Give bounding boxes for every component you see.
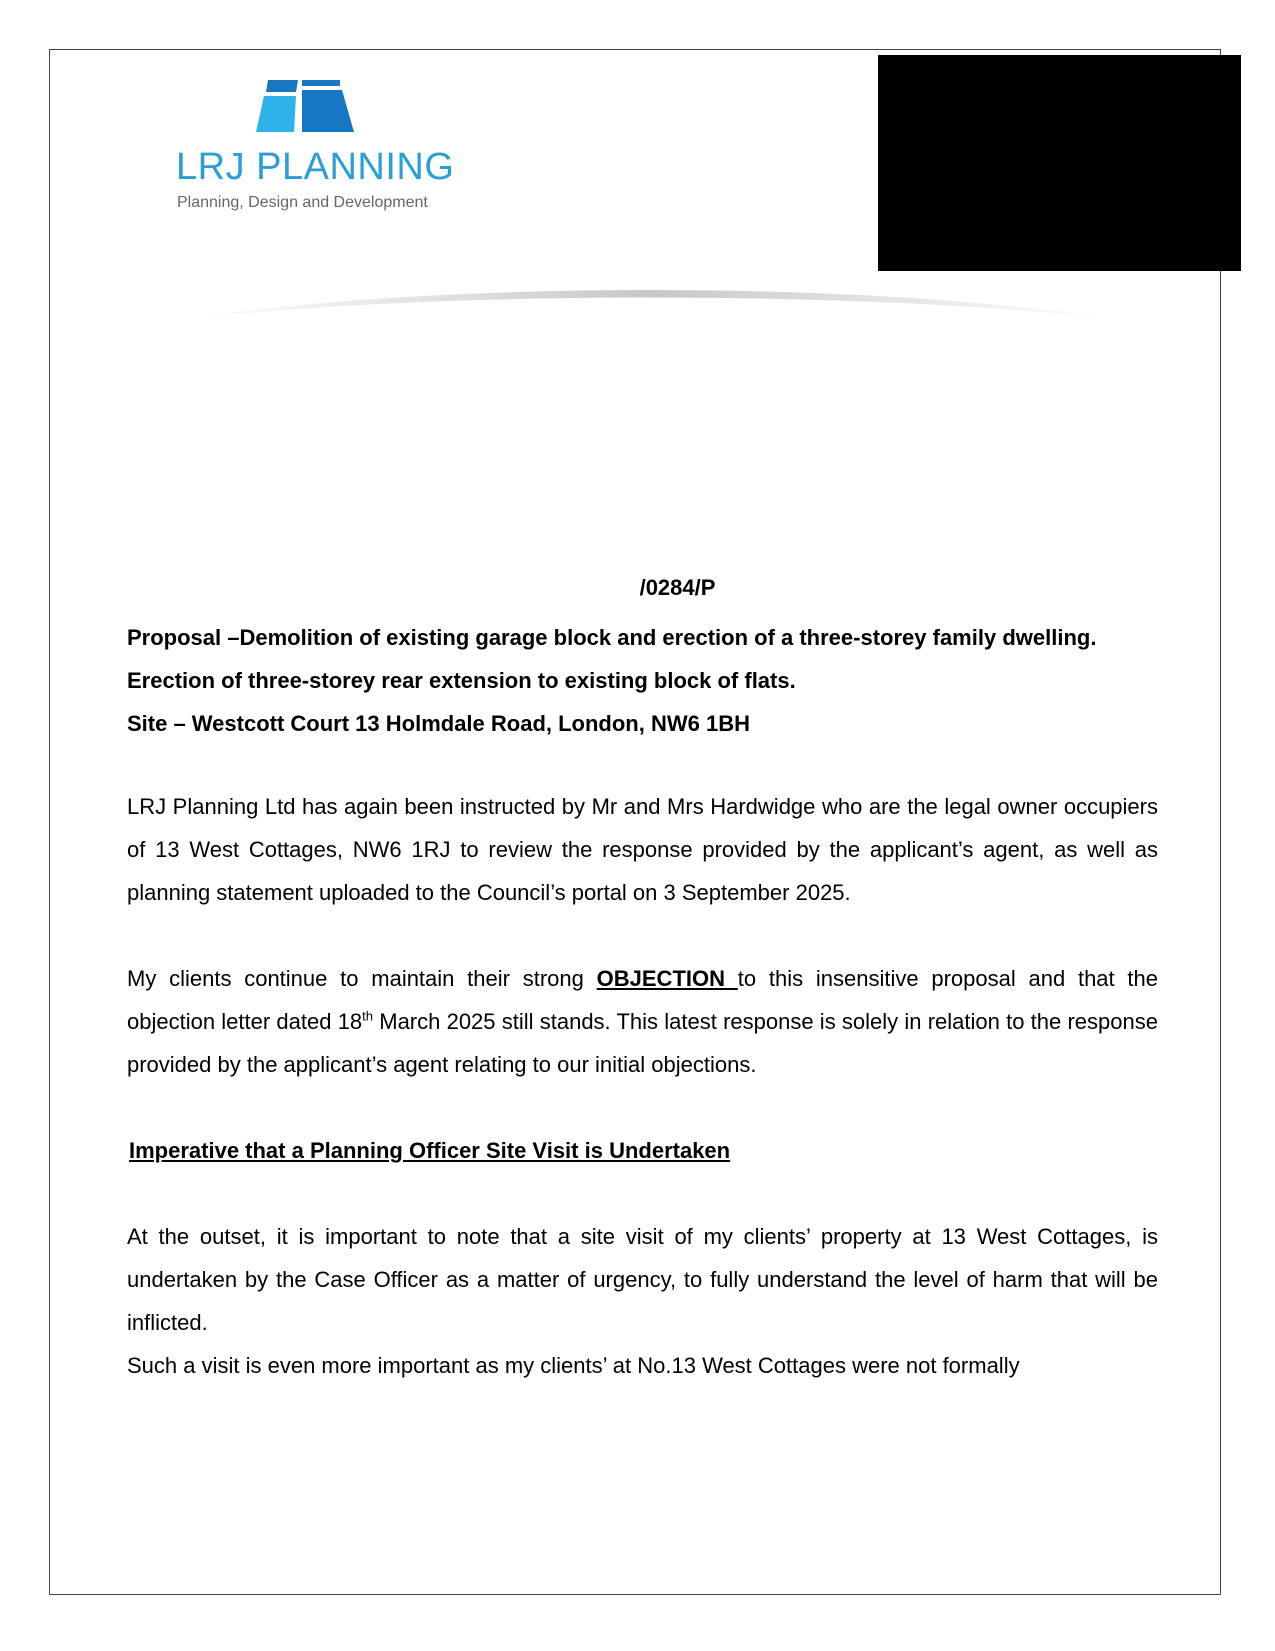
- paragraph-objection: My clients continue to maintain their strong OBJECTION to this insensitive proposal and that the objection letter dated 18th March 2025 still stands. This latest response is solely in relation to the response provided by the applicant’s agent relating to our initial objections.: [127, 966, 1158, 1077]
- redacted-block: [878, 55, 1241, 271]
- letter-body: [127, 574, 1158, 1387]
- proposal-heading: Proposal –Demolition of existing garage block and erection of a three-storey family dwelling. Erection of three-storey rear extension to existing block of flats.: [127, 625, 1097, 693]
- site-heading: Site – Westcott Court 13 Holmdale Road, London, NW6 1BH: [127, 711, 750, 736]
- application-reference: /0284/P: [639, 575, 716, 600]
- logo-tagline: Planning, Design and Development: [177, 194, 428, 211]
- logo-name: LRJ PLANNING: [176, 146, 455, 188]
- section-title: Imperative that a Planning Officer Site Visit is Undertaken: [129, 1138, 731, 1163]
- company-logo: [176, 80, 456, 215]
- objection-emphasis: OBJECTION: [596, 966, 738, 991]
- logo-mark-icon: [256, 80, 356, 132]
- header-swoosh: [180, 280, 1120, 330]
- paragraph-site-visit: At the outset, it is important to note that a site visit of my clients’ property at 13 West Cottages, is undertaken by the Case Officer as a matter of urgency, to fully understand the level of harm that will be inflicted.: [127, 1224, 1158, 1335]
- paragraph-continued: Such a visit is even more important as my clients’ at No.13 West Cottages were not formally: [127, 1353, 1020, 1378]
- paragraph-instruction: LRJ Planning Ltd has again been instructed by Mr and Mrs Hardwidge who are the legal owner occupiers of 13 West Cottages, NW6 1RJ to review the response provided by the applicant’s agent, as well as planning statement uploaded to the Council’s portal on 3 September 2025.: [127, 794, 1158, 905]
